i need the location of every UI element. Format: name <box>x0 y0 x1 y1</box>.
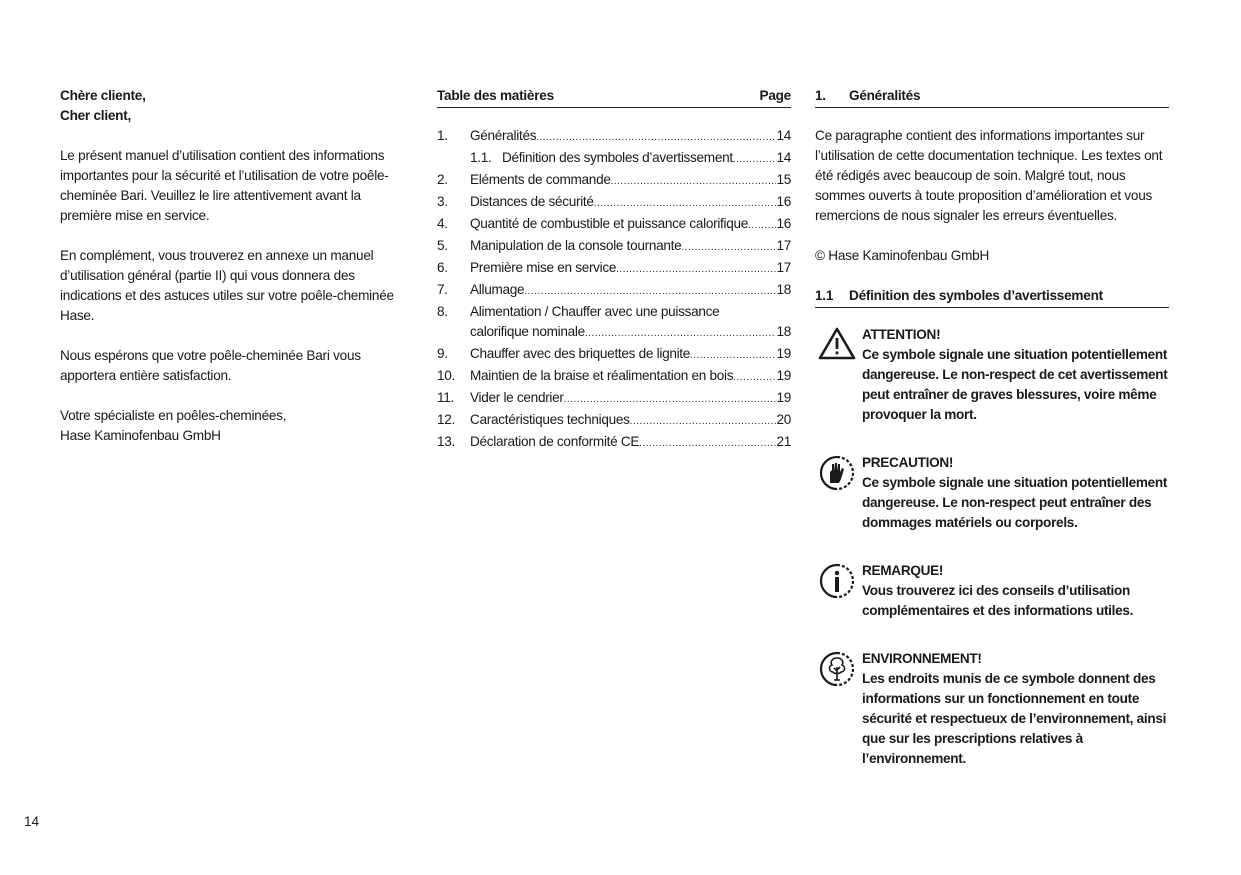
toc-entry-1[interactable] <box>437 126 791 148</box>
toc-leader-dots <box>536 126 776 148</box>
toc-entry-title: Généralités <box>470 128 537 143</box>
symbol-label: ATTENTION! <box>862 327 941 342</box>
toc-entry-page: 17 <box>776 260 791 275</box>
toc-entry-number: 6. <box>437 260 448 275</box>
toc-leader-dots <box>690 344 776 366</box>
toc-leader-dots <box>733 148 777 170</box>
toc-leader-dots <box>611 170 777 192</box>
toc-entry-title: Vider le cendrier <box>470 390 564 405</box>
salutation-1: Chère cliente, <box>60 88 146 103</box>
symbol-description: Ce symbole signale une situation potentiellement dangereuse. Le non-respect peut entraîner des dommages matériels ou corporels. <box>862 475 1168 530</box>
toc-leader-dots <box>594 192 777 214</box>
letter-closing-2: Hase Kaminofenbau GmbH <box>60 428 221 443</box>
toc-entry-title: Alimentation / Chauffer avec une puissance <box>470 304 720 319</box>
toc-entry-4[interactable] <box>437 214 791 236</box>
table-of-contents <box>437 86 791 454</box>
toc-entry-5[interactable] <box>437 236 791 258</box>
info-icon <box>817 561 857 601</box>
toc-entry-3[interactable] <box>437 192 791 214</box>
symbol-environnement <box>815 649 1169 769</box>
toc-entry-number: 2. <box>437 172 448 187</box>
symbol-remarque <box>815 561 1169 621</box>
toc-entry-title: Première mise en service <box>470 260 617 275</box>
toc-entry-page: 16 <box>776 194 791 209</box>
toc-entry-number: 12. <box>437 412 455 427</box>
toc-entry-number: 13. <box>437 434 455 449</box>
toc-entry-page: 17 <box>776 238 791 253</box>
toc-entry-9[interactable] <box>437 344 791 366</box>
toc-entry-2[interactable] <box>437 170 791 192</box>
salutation-2: Cher client, <box>60 108 132 123</box>
toc-entry-number: 1.1. <box>470 150 492 165</box>
toc-entry-title: Allumage <box>470 282 525 297</box>
symbol-label: ENVIRONNEMENT! <box>862 651 982 666</box>
caution-hand-icon <box>817 453 857 493</box>
symbol-description: Vous trouverez ici des conseils d’utilisation complémentaires et des informations utiles. <box>862 583 1134 618</box>
section-1-1-title: Définition des symboles d’avertissement <box>849 288 1103 303</box>
general-section-column <box>815 86 1169 769</box>
toc-entry-number: 11. <box>437 390 454 405</box>
section-1-number: 1. <box>815 88 826 103</box>
letter-paragraph-2: En complément, vous trouverez en annexe un manuel d’utilisation général (partie II) qui vous donnera des indications et des astuces utiles sur votre poêle-cheminée Hase. <box>60 248 394 323</box>
letter-paragraph-1: Le présent manuel d’utilisation contient des informations importantes pour la sécurité et l’utilisation de votre poêle-cheminée Bari. Veuillez le lire attentivement avant la première mise en service. <box>60 148 389 223</box>
toc-entry-1-1[interactable] <box>437 148 791 170</box>
symbol-description: Les endroits munis de ce symbole donnent des informations sur un fonctionnement en toute sécurité et respectueux de l’environnement, ainsi que sur les prescriptions relatives à l’environnement. <box>862 671 1167 766</box>
toc-title: Table des matières <box>437 88 554 103</box>
symbol-label: PRECAUTION! <box>862 455 954 470</box>
toc-leader-dots <box>616 258 776 280</box>
toc-entry-page: 20 <box>776 412 791 427</box>
symbol-attention <box>815 325 1169 425</box>
section-1-heading <box>815 86 1169 108</box>
toc-entry-title: Chauffer avec des briquettes de lignite <box>470 346 691 361</box>
copyright-line: © Hase Kaminofenbau GmbH <box>815 248 990 263</box>
toc-leader-dots <box>564 388 777 410</box>
toc-entry-number: 8. <box>437 304 448 319</box>
toc-entry-title: Définition des symboles d’avertissement <box>502 150 733 165</box>
toc-entry-number: 7. <box>437 282 448 297</box>
warning-triangle-icon <box>817 325 857 365</box>
toc-entry-page: 19 <box>776 368 791 383</box>
letter-column <box>60 86 400 446</box>
toc-entry-8[interactable] <box>437 302 791 322</box>
toc-entry-title: Maintien de la braise et réalimentation en bois <box>470 368 734 383</box>
toc-entry-number: 10. <box>437 368 455 383</box>
toc-entry-12[interactable] <box>437 410 791 432</box>
toc-heading <box>437 86 791 108</box>
toc-entry-7[interactable] <box>437 280 791 302</box>
toc-leader-dots <box>748 214 776 236</box>
toc-entry-number: 3. <box>437 194 448 209</box>
toc-entry-page: 16 <box>776 216 791 231</box>
toc-entry-number: 9. <box>437 346 448 361</box>
toc-entry-title: calorifique nominale <box>470 324 585 339</box>
toc-page-label: Page <box>759 88 791 103</box>
toc-entry-number: 4. <box>437 216 448 231</box>
toc-entry-page: 19 <box>776 390 791 405</box>
section-1-title: Généralités <box>849 88 921 103</box>
toc-leader-dots <box>630 410 777 432</box>
toc-entry-title: Distances de sécurité <box>470 194 594 209</box>
section-1-body: Ce paragraphe contient des informations importantes sur l’utilisation de cette documentation technique. Les textes ont été rédigés avec beaucoup de soin. Malgré tout, nous sommes ouverts à toute proposition d’amélioration et vous remercions de nous signaler les erreurs éventuelles. <box>815 128 1163 223</box>
toc-entry-page: 14 <box>776 150 791 165</box>
toc-entry-page: 18 <box>776 282 791 297</box>
toc-entry-page: 15 <box>776 172 791 187</box>
toc-entry-number: 1. <box>437 128 448 143</box>
page-number: 14 <box>24 814 40 829</box>
letter-closing-1: Votre spécialiste en poêles-cheminées, <box>60 408 287 423</box>
section-1-1-heading <box>815 286 1169 308</box>
symbol-label: REMARQUE! <box>862 563 944 578</box>
toc-entry-13[interactable] <box>437 432 791 454</box>
toc-entry-title: Manipulation de la console tournante <box>470 238 682 253</box>
toc-entry-page: 14 <box>776 128 791 143</box>
toc-leader-dots <box>524 280 776 302</box>
toc-leader-dots <box>681 236 776 258</box>
letter-paragraph-3: Nous espérons que votre poêle-cheminée Bari vous apportera entière satisfaction. <box>60 348 361 383</box>
symbol-description: Ce symbole signale une situation potentiellement dangereuse. Le non-respect de cet avertissement peut entraîner de graves blessures, voire même provoquer la mort. <box>862 347 1168 422</box>
symbol-precaution <box>815 453 1169 533</box>
toc-leader-dots <box>639 432 776 454</box>
toc-entry-title: Eléments de commande <box>470 172 611 187</box>
toc-entry-6[interactable] <box>437 258 791 280</box>
toc-entry-title: Quantité de combustible et puissance calorifique <box>470 216 749 231</box>
toc-entry-8-continued[interactable] <box>437 322 791 344</box>
toc-entry-10[interactable] <box>437 366 791 388</box>
toc-entry-title: Caractéristiques techniques <box>470 412 630 427</box>
environment-tree-icon <box>817 649 857 689</box>
toc-entry-title: Déclaration de conformité CE <box>470 434 640 449</box>
toc-entry-page: 18 <box>776 324 791 339</box>
toc-leader-dots <box>733 366 776 388</box>
toc-entry-number: 5. <box>437 238 448 253</box>
toc-leader-dots <box>585 322 777 344</box>
toc-entry-page: 21 <box>776 434 791 449</box>
toc-list <box>437 126 791 454</box>
section-1-1-number: 1.1 <box>815 288 834 303</box>
toc-entry-page: 19 <box>776 346 791 361</box>
toc-entry-11[interactable] <box>437 388 791 410</box>
